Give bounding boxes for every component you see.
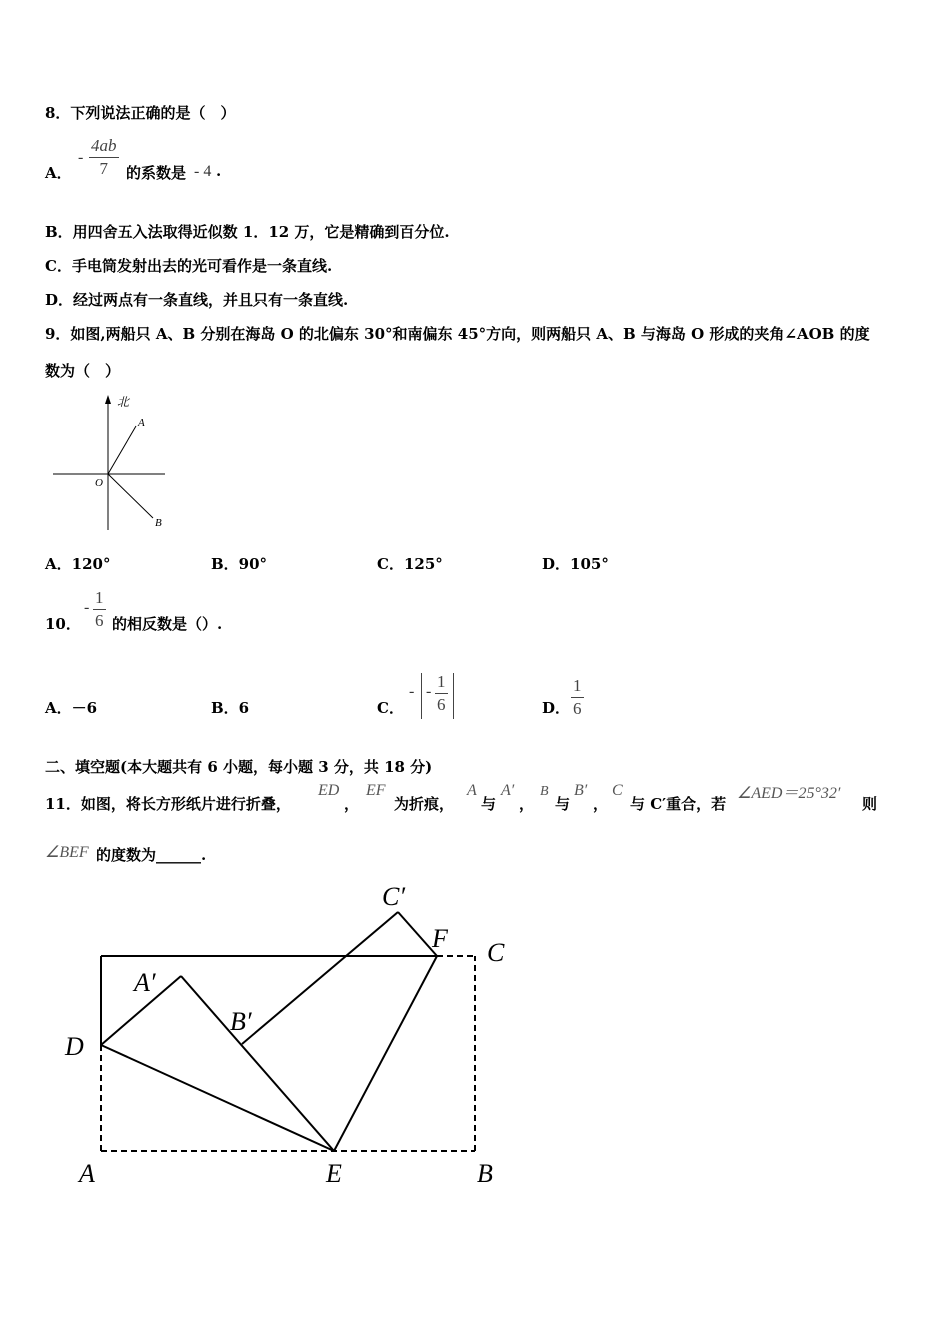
fraction-numerator: 1	[95, 588, 104, 607]
q8-option-a-fraction	[89, 136, 119, 179]
q9-option-b: B．90°	[211, 555, 268, 573]
ray-ob	[108, 474, 153, 518]
q10-label: 10．	[45, 615, 81, 633]
q11-b-prime: B′	[574, 782, 588, 799]
q11-yu1: 与	[481, 795, 497, 813]
q9-option-c: C．125°	[377, 555, 443, 573]
q11-angle-bef: ∠BEF	[45, 844, 89, 861]
q8-option-a-label: A．	[45, 164, 72, 182]
ray-oa	[108, 426, 136, 474]
fraction-bar	[571, 697, 584, 698]
fraction-denominator: 6	[573, 699, 582, 718]
label-e: E	[326, 1159, 342, 1188]
q11-c: C	[612, 782, 623, 799]
label-f: F	[432, 924, 448, 953]
q11-a: A	[467, 782, 477, 799]
label-b-prime: B′	[230, 1007, 252, 1036]
q10-option-c-label: C．	[377, 699, 404, 717]
q11-angle: ∠AED＝25°32′	[737, 785, 841, 802]
segment-bprime-cprime	[242, 912, 398, 1044]
q11-ze: 则	[862, 795, 878, 813]
north-arrow-icon	[105, 395, 111, 404]
q11-fold-figure	[60, 875, 530, 1195]
section2-title: 二、填空题(本大题共有 6 小题，每小题 3 分，共 18 分)	[45, 758, 433, 776]
crease-ef	[334, 956, 437, 1151]
q11-b: B	[540, 784, 549, 799]
label-a: A	[79, 1159, 95, 1188]
label-a-prime: A′	[134, 968, 156, 997]
q11-comma2: ，	[519, 795, 535, 813]
label-c-prime: C′	[382, 882, 406, 911]
q9-stem-line2: 数为（ ）	[45, 362, 121, 380]
q11-comma1: ，	[344, 795, 360, 813]
q10-option-d-fraction	[571, 676, 584, 719]
q10-option-c-outer-sign: -	[409, 683, 415, 700]
segment-aprime-e	[181, 976, 334, 1151]
point-a-label: A	[138, 417, 145, 429]
q11-coincide: 与 C′重合，若	[630, 795, 727, 813]
fraction-denominator: 6	[95, 611, 104, 630]
q10-option-a: A．－6	[45, 699, 98, 717]
q9-compass-figure	[45, 390, 175, 535]
q8-option-a-sign: -	[78, 149, 84, 166]
label-b: B	[477, 1159, 493, 1188]
q10-option-c-inner-sign: -	[426, 683, 432, 700]
crease-ed	[101, 1045, 334, 1151]
q8-stem: 8．下列说法正确的是（ ）	[45, 104, 236, 122]
q8-option-c: C．手电筒发射出去的光可看作是一条直线.	[45, 257, 333, 275]
fraction-bar	[93, 609, 106, 610]
q11-yu2: 与	[555, 795, 571, 813]
point-b-label: B	[155, 517, 162, 529]
q9-option-d: D．105°	[542, 555, 609, 573]
point-o-label: O	[95, 477, 103, 489]
q10-sign: -	[84, 599, 90, 616]
q8-option-a-value: - 4	[194, 163, 212, 180]
q8-option-d: D．经过两点有一条直线，并且只有一条直线.	[45, 291, 349, 309]
q10-fraction	[93, 588, 106, 631]
fraction-denominator: 6	[437, 695, 446, 714]
fraction-numerator: 4ab	[91, 136, 117, 155]
fraction-numerator: 1	[573, 676, 582, 695]
q10-option-c-fraction	[435, 672, 448, 715]
q10-option-d-label: D．	[542, 699, 571, 717]
fraction-bar	[435, 693, 448, 694]
q11-ef: EF	[366, 782, 386, 799]
q10-option-b: B．6	[211, 699, 250, 717]
q11-ask: 的度数为______.	[96, 846, 207, 864]
abs-bar-right	[453, 673, 454, 719]
q11-ed: ED	[318, 782, 340, 799]
abs-bar-left	[421, 673, 422, 719]
q10-text: 的相反数是（）.	[112, 615, 223, 633]
q8-option-a-text: 的系数是	[126, 164, 187, 182]
label-c: C	[487, 938, 505, 967]
q11-a-prime: A′	[501, 782, 515, 799]
fraction-bar	[89, 157, 119, 158]
label-d: D	[65, 1032, 84, 1061]
q11-fold-text: 为折痕，	[394, 795, 455, 813]
q11-comma3: ，	[593, 795, 609, 813]
fraction-denominator: 7	[99, 159, 108, 178]
q9-option-a: A．120°	[45, 555, 111, 573]
north-label: 北	[117, 395, 130, 409]
q9-stem-line1: 9．如图,两船只 A、B 分别在海岛 O 的北偏东 30°和南偏东 45°方向，则两船只 A、B 与海岛 O 形成的夹角∠AOB 的度	[45, 325, 870, 343]
q11-label: 11．如图，将长方形纸片进行折叠，	[45, 795, 291, 813]
q8-option-a-end: .	[216, 162, 222, 180]
fraction-numerator: 1	[437, 672, 446, 691]
q8-option-b: B．用四舍五入法取得近似数 1．12 万，它是精确到百分位.	[45, 223, 450, 241]
